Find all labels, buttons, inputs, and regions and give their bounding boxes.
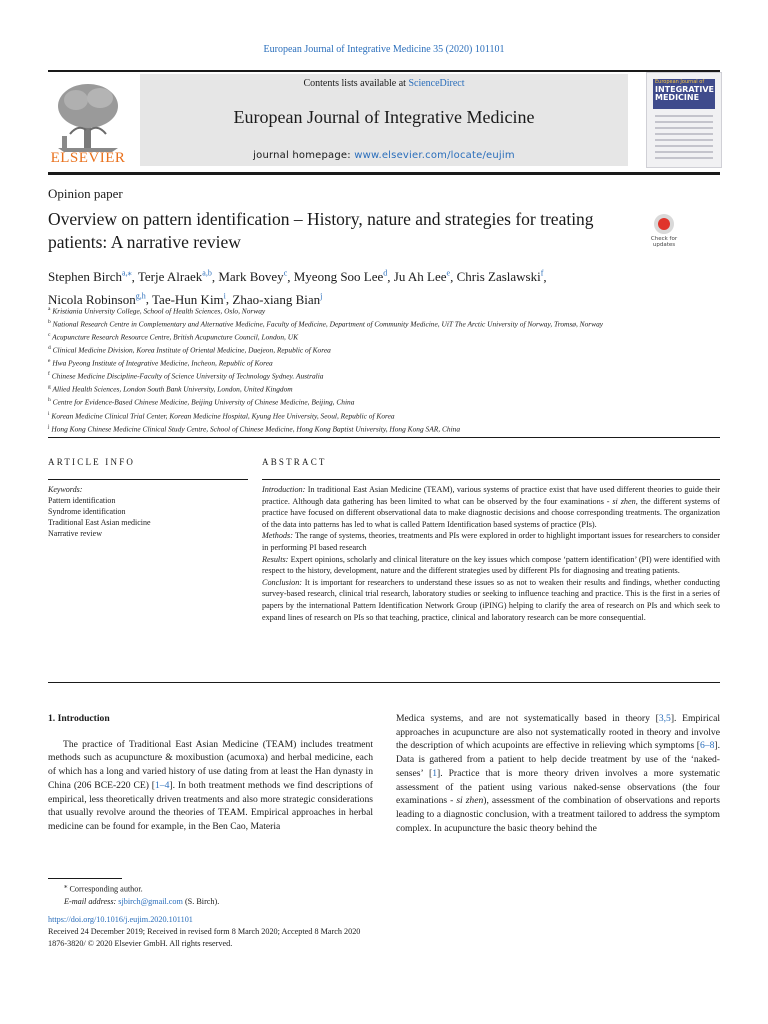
author[interactable]: Ju Ah Lee$^e$: [393, 269, 451, 285]
author[interactable]: Mark Bovey$^c$: [218, 269, 288, 285]
body-column-right: [396, 712, 720, 835]
abstract-methods: Methods: The range of systems, theories, treatments and PIs were explored in order to highlight important issues for researchers to consider in performing PI based research: [262, 531, 720, 552]
journal-reference[interactable]: European Journal of Integrative Medicine 35 (2020) 101101: [263, 44, 505, 55]
affiliation-item: $^h$ Centre for Evidence-Based Chinese Medicine, Beijing University of Chinese Medicine, Beijing, China: [48, 397, 355, 407]
journal-title: European Journal of Integrative Medicine: [233, 107, 535, 127]
header-rule-bottom: [48, 172, 720, 175]
affiliation-item: $^i$ Korean Medicine Clinical Trial Center, Korean Medicine Hospital, Kyung Hee University, Seoul, Republic of Korea: [48, 410, 395, 420]
journal-cover-thumbnail[interactable]: [646, 72, 722, 168]
section-divider: [48, 437, 720, 438]
abstract-conclusion: Conclusion: It is important for researchers to understand these issues so as not to weaken their results and findings, whether conducting survey-based research, clinical trial research, laboratory studies or seeking to influence teaching and practice. This is the first in a series of papers by the international Pattern Identification Network Group (iPING) helping to clarify the area of research on PIs and which seek to expand lines of research on PIs so that teaching, practice, clinical and laboratory research can be more consequential.: [262, 577, 720, 622]
article-title: Overview on pattern identification – History, nature and strategies for treating patients: A narrative review: [48, 209, 594, 252]
doi-link[interactable]: https://doi.org/10.1016/j.eujim.2020.101101: [48, 915, 193, 924]
sciencedirect-link[interactable]: ScienceDirect: [408, 78, 465, 89]
author[interactable]: Tae-Hun Kim$^i$: [152, 291, 226, 307]
email-link[interactable]: sjbirch@gmail.com: [118, 896, 183, 906]
body-paragraph: The practice of Traditional East Asian Medicine (TEAM) includes treatment methods such as acupuncture & moxibustion (acumoxa) and herbal medicine, each of which has a long and varied history of use dating from at least the Han dynasty in China (206 BCE-220 CE) [1–4]. In both treatment methods we find descriptions of empirical, less theoretically driven treatments and also more strategic considerations that usually revolve around the theories of TEAM. Empirical approaches in herbal medicine can be found for example, in the Ben Cao, Materia: [48, 738, 373, 832]
author[interactable]: Zhao-xiang Bian$^j$: [232, 291, 323, 307]
keyword: Traditional East Asian medicine: [48, 518, 151, 527]
corresponding-author-note: ⁎ Corresponding author. E-mail address: sjbirch@gmail.com (S. Birch).: [64, 883, 220, 906]
keyword: Narrative review: [48, 529, 102, 538]
affiliation-item: $^c$ Acupuncture Research Resource Centre, British Acupuncture Council, London, UK: [48, 332, 299, 342]
affiliations: [48, 304, 720, 435]
article-info-rule: [48, 479, 248, 480]
cover-title: INTEGRATIVE MEDICINE: [655, 85, 714, 102]
affiliation-item: $^j$ Hong Kong Chinese Medicine Clinical Study Centre, School of Chinese Medicine, Hong Kong Baptist University, Hong Kong SAR, China: [48, 423, 461, 434]
publisher-wordmark: ELSEVIER: [50, 150, 126, 166]
check-for-updates-badge[interactable]: [645, 214, 683, 252]
affiliation-item: $^e$ Hwa Pyeong Institute of Integrative Medicine, Incheon, Republic of Korea: [48, 358, 273, 368]
body-paragraph: Medica systems, and are not systematically based in theory [3,5]. Empirical approaches in acupuncture are also not systematically rooted in theory and involve the description of which acupoints are effective in relieving which symptoms [6–8]. Data is gathered from a patient to help decide treatment by use of the ‘naked-senses’ [1]. Practice that is more theory driven involves a more systematic assessment of the patient using various naked-sense observations (the four examinations - si zhen), assessment of the combination of observations and reports leading to a diagnostic conclusion, with a treatment tailored to address the symptom complex. In acupuncture the basic theory behind the: [396, 713, 721, 834]
article-type: Opinion paper: [48, 186, 123, 201]
affiliation-item: $^g$ Allied Health Sciences, London South Bank University, London, United Kingdom: [48, 384, 293, 394]
received-dates: Received 24 December 2019; Received in revised form 8 March 2020; Accepted 8 March 2020: [48, 927, 361, 936]
abstract-rule: [262, 479, 720, 480]
citation-link[interactable]: 1–4: [155, 779, 170, 791]
affiliation-item: $^f$ Chinese Medicine Discipline-Faculty of Science University of Technology Sydney. Australia: [48, 371, 324, 381]
body-column-left: [48, 712, 373, 834]
affiliation-item: $^b$ National Research Centre in Complementary and Alternative Medicine, Faculty of Medicine, Department of Community Medicine, UiT The Arctic University of Norway, Tromsø, Norway: [48, 319, 604, 329]
homepage-link[interactable]: www.elsevier.com/locate/eujim: [354, 150, 515, 161]
author[interactable]: Terje Alraek$^{a,b}$: [137, 269, 212, 285]
abstract-body: [262, 484, 720, 623]
citation-link[interactable]: 6–8: [700, 740, 715, 752]
citation-link[interactable]: 1: [432, 767, 437, 779]
keywords-label: Keywords:: [48, 485, 83, 494]
keywords-block: [48, 484, 248, 539]
cover-text-lines: [655, 115, 713, 163]
keyword: Pattern identification: [48, 496, 116, 505]
footnote-rule: [48, 878, 122, 879]
cover-small-title: European Journal of: [655, 79, 705, 85]
author-list: Stephen Birch$^{a,⁎}$, Terje Alraek$^{a,b}$, Mark Bovey$^c$, Myeong Soo Lee$^d$, Ju Ah Lee$^e$, Chris Zaslawski$^f$, Nicola Robinson$^{g,h}$, Tae-Hun Kim$^i$, Zhao-xiang Bian$^j$: [48, 269, 547, 307]
affiliation-item: $^d$ Clinical Medicine Division, Korea Institute of Oriental Medicine, Daejeon, Republic of Korea: [48, 345, 331, 355]
article-info-heading: ARTICLE INFO: [48, 457, 136, 467]
check-updates-icon: [654, 214, 674, 234]
journal-homepage: journal homepage: www.elsevier.com/locate/eujim: [253, 150, 515, 161]
abstract-introduction: Introduction: In traditional East Asian Medicine (TEAM), various systems of practice exist that have used different theories to guide their practice. Although data gathering has been limited to what can be observed by the four examinations - si zhen, the different systems of practice have focused on different observational data to make diagnostic decisions and choose corresponding treatments. The organization of the data into patterns has led to what is called Pattern Identification based systems of practice (PIs).: [262, 485, 721, 529]
publication-info: [48, 914, 720, 950]
affiliation-item: $^a$ Kristiania University College, School of Health Sciences, Oslo, Norway: [48, 306, 266, 316]
header-rule-top: [48, 70, 720, 72]
copyright: 1876-3820/ © 2020 Elsevier GmbH. All rights reserved.: [48, 939, 233, 948]
author[interactable]: Nicola Robinson$^{g,h}$: [48, 291, 146, 307]
author[interactable]: Chris Zaslawski$^f$: [456, 269, 544, 285]
citation-link[interactable]: 3,5: [658, 713, 671, 724]
section-heading: 1. Introduction: [48, 713, 110, 724]
abstract-results: Results: Expert opinions, scholarly and clinical literature on the key issues which compose ‘pattern identification’ (PI) were identified with respect to the history, development, nature and the different strategies used by different PIs for diagnosing and treating patients.: [262, 554, 720, 576]
keyword: Syndrome identification: [48, 507, 126, 516]
author[interactable]: Myeong Soo Lee$^d$: [293, 269, 388, 285]
check-updates-label: Check for updates: [650, 236, 678, 248]
author[interactable]: Stephen Birch$^{a,⁎}$: [48, 269, 132, 285]
abstract-heading: ABSTRACT: [262, 457, 327, 467]
section-divider: [48, 682, 720, 683]
contents-line: Contents lists available at ScienceDirect: [303, 78, 465, 89]
